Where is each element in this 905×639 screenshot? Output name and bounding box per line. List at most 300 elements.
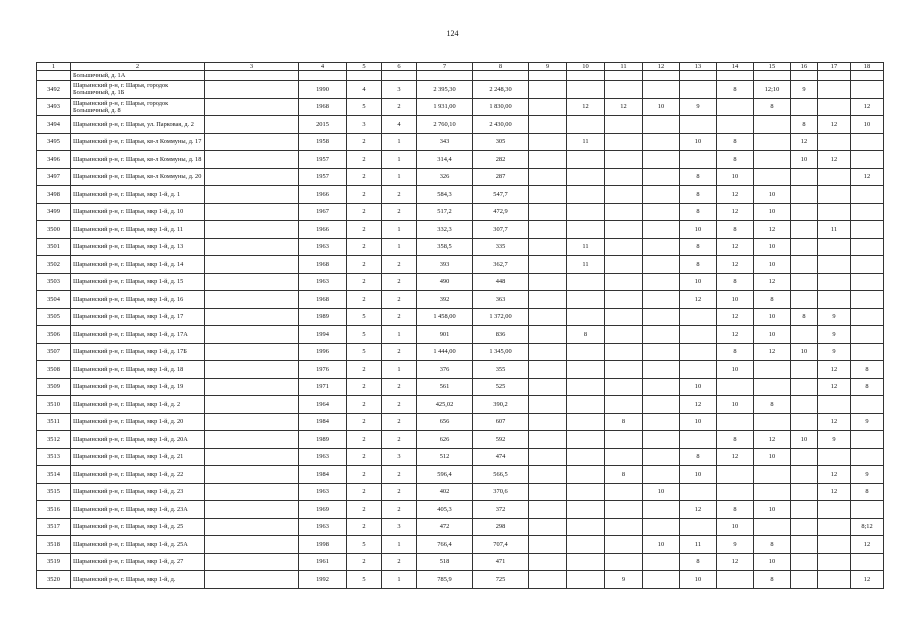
table-cell [205, 98, 299, 116]
table-cell: 2 [347, 256, 382, 274]
table-cell: 8 [680, 238, 717, 256]
table-cell [643, 256, 680, 274]
table-cell: 2 [347, 221, 382, 239]
table-cell [605, 71, 643, 81]
table-cell [205, 361, 299, 379]
table-cell: 326 [417, 168, 473, 186]
table-cell: 2 [382, 98, 417, 116]
table-cell: 10 [643, 483, 680, 501]
table-cell: 392 [417, 291, 473, 309]
table-cell [347, 71, 382, 81]
table-cell: 10 [851, 116, 884, 134]
table-cell [791, 483, 818, 501]
table-cell: 8 [680, 168, 717, 186]
table-row [37, 168, 884, 186]
table-cell [529, 238, 567, 256]
table-cell [818, 186, 851, 204]
table-cell: 8 [717, 133, 754, 151]
table-cell: 10 [717, 518, 754, 536]
table-cell: 10 [754, 308, 791, 326]
table-cell [851, 238, 884, 256]
table-cell [605, 308, 643, 326]
table-cell: 10 [680, 571, 717, 589]
table-cell [529, 536, 567, 554]
table-cell: 10 [643, 536, 680, 554]
table-cell: 12 [567, 98, 605, 116]
table-row [37, 553, 884, 571]
table-cell: 11 [567, 238, 605, 256]
table-cell: 3499 [37, 203, 71, 221]
table-cell: 12 [851, 571, 884, 589]
table-cell [818, 168, 851, 186]
table-cell [205, 273, 299, 291]
table-cell: 592 [473, 431, 529, 449]
table-cell: 10 [680, 466, 717, 484]
table-cell [529, 116, 567, 134]
table-cell: 8 [791, 116, 818, 134]
table-cell: 355 [473, 361, 529, 379]
table-cell: 8 [754, 571, 791, 589]
table-cell [567, 186, 605, 204]
table-cell [818, 448, 851, 466]
address-cell: Шарьинский р-н, г. Шарья, мкр 1-й, д. 21 [71, 448, 205, 466]
table-cell: 3498 [37, 186, 71, 204]
table-cell [529, 326, 567, 344]
table-cell [567, 151, 605, 169]
table-cell [205, 256, 299, 274]
table-cell [818, 81, 851, 99]
table-cell [417, 71, 473, 81]
table-cell [529, 151, 567, 169]
table-cell [605, 168, 643, 186]
table-cell [851, 553, 884, 571]
table-cell [605, 186, 643, 204]
table-row [37, 133, 884, 151]
table-cell: 2 [347, 431, 382, 449]
table-cell [643, 71, 680, 81]
table-cell: 1 [382, 168, 417, 186]
table-cell: 8 [717, 501, 754, 519]
table-cell [717, 378, 754, 396]
address-cell: Шарьинский р-н, г. Шарья, мкр 1-й, д. 11 [71, 221, 205, 239]
table-cell [680, 326, 717, 344]
table-cell: 1966 [299, 221, 347, 239]
table-cell [791, 501, 818, 519]
table-cell: 10 [680, 133, 717, 151]
table-cell [205, 186, 299, 204]
table-cell [643, 431, 680, 449]
table-cell: 8 [680, 256, 717, 274]
table-cell [205, 151, 299, 169]
table-cell [529, 343, 567, 361]
table-cell: 1 444,00 [417, 343, 473, 361]
table-cell: 9 [818, 308, 851, 326]
table-cell [205, 133, 299, 151]
table-cell [643, 396, 680, 414]
table-cell [205, 81, 299, 99]
table-cell: 3503 [37, 273, 71, 291]
table-cell [818, 238, 851, 256]
table-cell: 3511 [37, 413, 71, 431]
table-cell [605, 133, 643, 151]
table-cell [643, 466, 680, 484]
table-cell [851, 221, 884, 239]
table-cell [567, 168, 605, 186]
table-cell: 2 [382, 273, 417, 291]
table-cell: 9 [818, 326, 851, 344]
table-row [37, 98, 884, 116]
table-cell: 448 [473, 273, 529, 291]
table-cell [680, 361, 717, 379]
table-row [37, 238, 884, 256]
table-cell [680, 483, 717, 501]
table-cell [567, 553, 605, 571]
table-cell: 1976 [299, 361, 347, 379]
table-cell [567, 536, 605, 554]
table-cell: 12 [754, 431, 791, 449]
table-cell: 1 [382, 238, 417, 256]
table-cell: 2 [382, 186, 417, 204]
table-cell [529, 308, 567, 326]
table-cell [818, 98, 851, 116]
table-cell: 5 [347, 536, 382, 554]
table-cell: 3518 [37, 536, 71, 554]
table-cell [680, 518, 717, 536]
table-cell [205, 553, 299, 571]
table-cell: 5 [347, 343, 382, 361]
table-cell: 10 [717, 361, 754, 379]
table-cell: 9 [605, 571, 643, 589]
table-cell: 393 [417, 256, 473, 274]
address-cell: Шарьинский р-н, г. Шарья, мкр 1-й, д. [71, 571, 205, 589]
table-cell: 2 [347, 553, 382, 571]
table-cell [205, 116, 299, 134]
table-cell [643, 133, 680, 151]
table-cell [851, 308, 884, 326]
table-row [37, 221, 884, 239]
table-cell [567, 203, 605, 221]
table-cell: 2 [347, 378, 382, 396]
table-cell [791, 256, 818, 274]
table-cell [529, 186, 567, 204]
column-header: 16 [791, 63, 818, 71]
table-cell: 3516 [37, 501, 71, 519]
table-cell [791, 221, 818, 239]
table-cell [791, 273, 818, 291]
table-cell: 2 [347, 186, 382, 204]
table-cell [605, 326, 643, 344]
table-cell: 2 [347, 168, 382, 186]
table-cell: 9 [791, 81, 818, 99]
address-cell: Шарьинский р-н, г. Шарья, кв-л Коммуны, д. 17 [71, 133, 205, 151]
table-row [37, 116, 884, 134]
table-cell [567, 343, 605, 361]
table-cell: 547,7 [473, 186, 529, 204]
table-row [37, 501, 884, 519]
table-cell [205, 71, 299, 81]
table-cell [643, 571, 680, 589]
table-cell: 335 [473, 238, 529, 256]
table-cell: 12 [818, 413, 851, 431]
table-cell: 3510 [37, 396, 71, 414]
table-cell: 10 [680, 273, 717, 291]
table-cell: 2 760,10 [417, 116, 473, 134]
table-cell: 8 [717, 151, 754, 169]
table-cell [851, 133, 884, 151]
table-cell: 12 [851, 168, 884, 186]
table-cell: 5 [347, 308, 382, 326]
table-cell: 1996 [299, 343, 347, 361]
continuation-row [37, 71, 884, 81]
table-cell [643, 168, 680, 186]
table-cell [791, 571, 818, 589]
table-cell: 3508 [37, 361, 71, 379]
table-cell [851, 501, 884, 519]
table-cell: 2 [347, 273, 382, 291]
table-row [37, 413, 884, 431]
table-cell: 3505 [37, 308, 71, 326]
table-cell [605, 291, 643, 309]
table-cell: 425,02 [417, 396, 473, 414]
table-cell: 3509 [37, 378, 71, 396]
table-cell [605, 518, 643, 536]
table-cell [643, 413, 680, 431]
table-cell [851, 256, 884, 274]
table-cell: 3506 [37, 326, 71, 344]
address-cell: Шарьинский р-н, г. Шарья, мкр 1-й, д. 25 [71, 518, 205, 536]
table-cell: 474 [473, 448, 529, 466]
column-header: 2 [71, 63, 205, 71]
table-cell: 372 [473, 501, 529, 519]
table-cell [643, 501, 680, 519]
table-cell: 282 [473, 151, 529, 169]
address-cell: Шарьинский р-н, г. Шарья, мкр 1-й, д. 23А [71, 501, 205, 519]
table-cell [643, 448, 680, 466]
table-cell: 8 [680, 203, 717, 221]
table-cell [717, 571, 754, 589]
table-cell [791, 238, 818, 256]
table-cell [605, 501, 643, 519]
table-cell: 12 [717, 186, 754, 204]
table-cell: 2 [382, 203, 417, 221]
table-cell [205, 168, 299, 186]
table-cell [605, 483, 643, 501]
table-cell: 12 [754, 221, 791, 239]
table-cell [851, 273, 884, 291]
table-cell [791, 396, 818, 414]
table-cell [818, 518, 851, 536]
table-cell [529, 501, 567, 519]
table-cell [529, 413, 567, 431]
table-cell: 370,6 [473, 483, 529, 501]
table-cell [791, 168, 818, 186]
table-cell: 3513 [37, 448, 71, 466]
table-cell: 3519 [37, 553, 71, 571]
table-row [37, 396, 884, 414]
table-cell [567, 273, 605, 291]
table-cell: 2 [347, 151, 382, 169]
table-cell: 12 [605, 98, 643, 116]
table-cell: 1998 [299, 536, 347, 554]
table-cell [567, 308, 605, 326]
table-cell: 3 [347, 116, 382, 134]
table-cell [205, 203, 299, 221]
table-cell [529, 396, 567, 414]
table-cell: 1989 [299, 431, 347, 449]
table-cell: 5 [347, 571, 382, 589]
table-cell: 2 [347, 466, 382, 484]
table-cell [205, 483, 299, 501]
table-cell [567, 501, 605, 519]
address-cell: Шарьинский р-н, г. Шарья, мкр 1-й, д. 16 [71, 291, 205, 309]
table-cell: 3512 [37, 431, 71, 449]
table-cell [567, 571, 605, 589]
table-cell: 8 [754, 98, 791, 116]
table-cell: 707,4 [473, 536, 529, 554]
table-row [37, 466, 884, 484]
table-cell [529, 553, 567, 571]
address-cell: Шарьинский р-н, г. Шарья, мкр 1-й, д. 22 [71, 466, 205, 484]
table-cell: 11 [680, 536, 717, 554]
table-cell: 343 [417, 133, 473, 151]
table-cell [529, 483, 567, 501]
table-cell [605, 273, 643, 291]
table-cell: 10 [791, 151, 818, 169]
table-cell: 626 [417, 431, 473, 449]
table-cell [643, 151, 680, 169]
table-cell: 525 [473, 378, 529, 396]
table-cell: 9 [680, 98, 717, 116]
table-cell [680, 431, 717, 449]
table-cell: 3520 [37, 571, 71, 589]
table-cell [851, 396, 884, 414]
table-cell: 1990 [299, 81, 347, 99]
table-cell [791, 361, 818, 379]
table-cell: 9 [851, 466, 884, 484]
table-cell [851, 71, 884, 81]
table-cell: 358,5 [417, 238, 473, 256]
table-cell: 1 [382, 151, 417, 169]
table-cell: 8 [754, 291, 791, 309]
table-cell [851, 343, 884, 361]
table-cell [205, 326, 299, 344]
table-cell: 390,2 [473, 396, 529, 414]
table-cell: 1 [382, 326, 417, 344]
table-cell: 314,4 [417, 151, 473, 169]
table-cell: 12 [717, 326, 754, 344]
table-cell: 12 [818, 151, 851, 169]
table-cell [605, 378, 643, 396]
table-cell: 2 [382, 413, 417, 431]
table-cell: 12 [680, 291, 717, 309]
table-cell: 8 [567, 326, 605, 344]
table-cell [382, 71, 417, 81]
table-cell [851, 431, 884, 449]
table-cell [791, 553, 818, 571]
table-cell [791, 326, 818, 344]
table-cell: 2 395,30 [417, 81, 473, 99]
column-header: 10 [567, 63, 605, 71]
table-cell: 1963 [299, 518, 347, 536]
address-cell: Шарьинский р-н, г. Шарья, кв-л Коммуны, д. 20 [71, 168, 205, 186]
table-cell: 8 [605, 413, 643, 431]
table-cell: 12 [818, 378, 851, 396]
table-cell: 405,3 [417, 501, 473, 519]
table-cell [643, 378, 680, 396]
table-cell: 10 [680, 221, 717, 239]
table-cell [205, 291, 299, 309]
table-cell: 8 [754, 536, 791, 554]
table-cell: 1964 [299, 396, 347, 414]
column-header: 13 [680, 63, 717, 71]
table-cell: 10 [754, 203, 791, 221]
page-number: 124 [446, 29, 459, 38]
table-cell [791, 98, 818, 116]
table-cell: 3 [382, 448, 417, 466]
table-cell: 2 [347, 133, 382, 151]
table-cell [605, 396, 643, 414]
table-cell: 10 [754, 326, 791, 344]
address-cell: Большичный, д. 1А [71, 71, 205, 81]
table-cell: 2 [382, 466, 417, 484]
table-cell: 8 [717, 431, 754, 449]
table-cell: 3493 [37, 98, 71, 116]
table-cell: 561 [417, 378, 473, 396]
table-row [37, 291, 884, 309]
table-cell: 3502 [37, 256, 71, 274]
table-cell: 2 [382, 343, 417, 361]
table-cell: 1966 [299, 186, 347, 204]
table-cell: 3504 [37, 291, 71, 309]
table-cell: 9 [717, 536, 754, 554]
table-cell: 490 [417, 273, 473, 291]
table-cell [643, 186, 680, 204]
table-cell: 1963 [299, 448, 347, 466]
table-cell: 3 [382, 81, 417, 99]
table-cell: 584,3 [417, 186, 473, 204]
table-cell: 8 [717, 221, 754, 239]
table-cell: 12 [818, 483, 851, 501]
table-cell: 3507 [37, 343, 71, 361]
table-cell: 305 [473, 133, 529, 151]
column-header: 17 [818, 63, 851, 71]
table-cell: 1968 [299, 256, 347, 274]
column-header: 12 [643, 63, 680, 71]
table-cell [529, 221, 567, 239]
address-cell: Шарьинский р-н, г. Шарья, мкр 1-й, д. 15 [71, 273, 205, 291]
table-cell: 1 458,00 [417, 308, 473, 326]
table-cell [567, 396, 605, 414]
table-cell [567, 221, 605, 239]
table-cell [529, 81, 567, 99]
table-cell: 8 [680, 553, 717, 571]
table-cell [643, 238, 680, 256]
column-header: 14 [717, 63, 754, 71]
table-cell [791, 71, 818, 81]
table-cell [851, 291, 884, 309]
table-cell [717, 413, 754, 431]
table-cell: 8 [754, 396, 791, 414]
table-cell: 10 [717, 168, 754, 186]
table-row [37, 186, 884, 204]
table-cell [791, 536, 818, 554]
table-cell [299, 71, 347, 81]
table-cell: 307,7 [473, 221, 529, 239]
table-cell: 8 [851, 483, 884, 501]
table-cell [754, 116, 791, 134]
table-cell [529, 98, 567, 116]
table-cell: 1 931,00 [417, 98, 473, 116]
